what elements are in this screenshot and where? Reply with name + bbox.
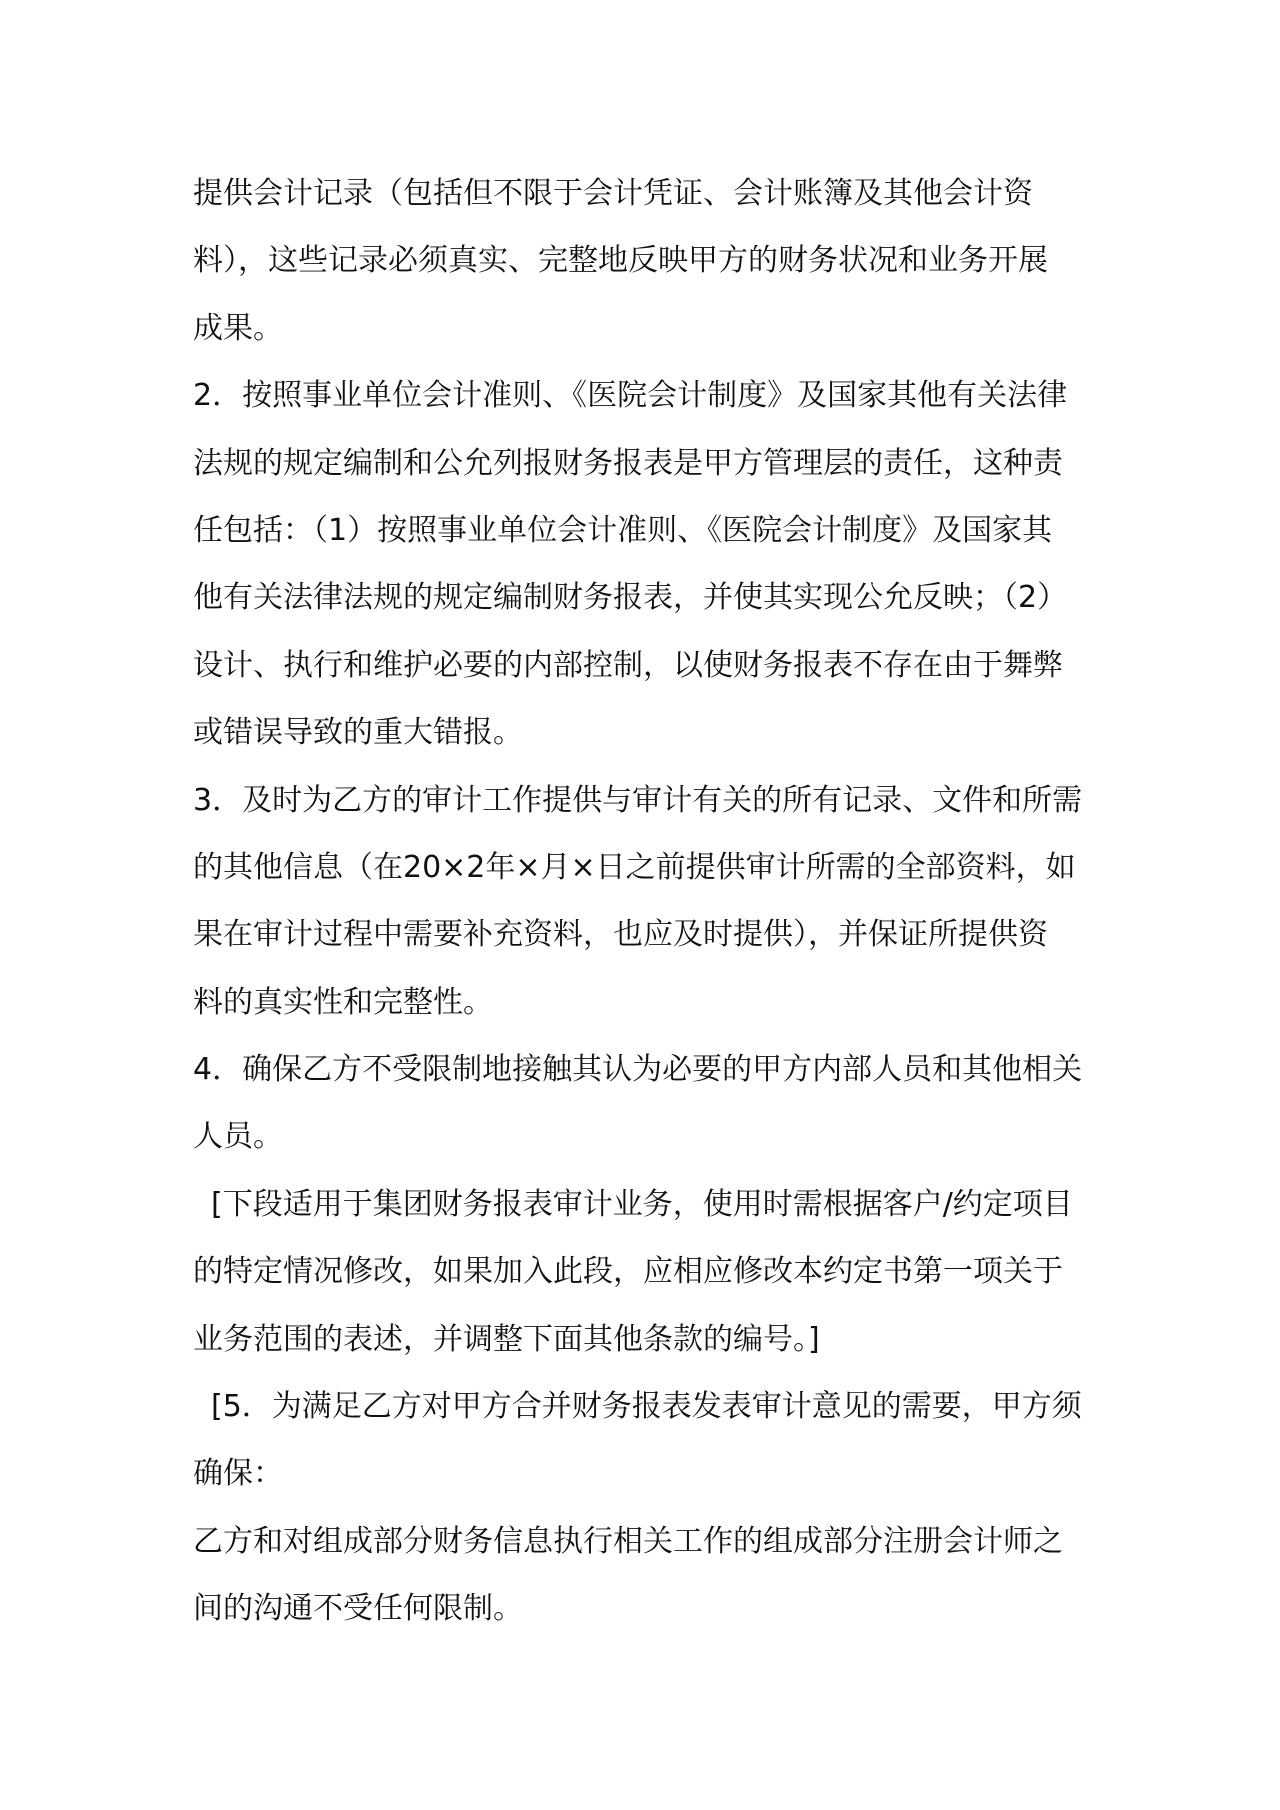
text-line: [5．为满足乙方对甲方合并财务报表发表审计意见的需要，甲方须	[211, 1389, 1082, 1425]
text-line: 他有关法律法规的规定编制财务报表，并使其实现公允反映；（2）	[193, 580, 1068, 616]
document-body	[193, 160, 1113, 1643]
text-line: 业务范围的表述，并调整下面其他条款的编号。]	[193, 1321, 820, 1357]
text-line: 料），这些记录必须真实、完整地反映甲方的财务状况和业务开展	[193, 243, 1048, 279]
text-line: 果在审计过程中需要补充资料，也应及时提供），并保证所提供资	[193, 917, 1048, 953]
text-line: 的特定情况修改，如果加入此段，应相应修改本约定书第一项关于	[193, 1254, 1063, 1290]
text-line: 料的真实性和完整性。	[193, 984, 493, 1020]
text-line: 间的沟通不受任何限制。	[193, 1591, 523, 1627]
text-line: 2．按照事业单位会计准则、《医院会计制度》及国家其他有关法律	[193, 378, 1068, 414]
text-line: 提供会计记录（包括但不限于会计凭证、会计账簿及其他会计资	[193, 176, 1033, 211]
text-line: 设计、执行和维护必要的内部控制，以使财务报表不存在由于舞弊	[193, 647, 1063, 683]
text-line: 任包括：（1）按照事业单位会计准则、《医院会计制度》及国家其	[193, 512, 1053, 548]
text-line: 人员。	[193, 1119, 283, 1155]
text-line: 的其他信息（在20×2年×月×日之前提供审计所需的全部资料，如	[193, 849, 1076, 885]
text-line: 3．及时为乙方的审计工作提供与审计有关的所有记录、文件和所需	[193, 782, 1083, 818]
text-line: 乙方和对组成部分财务信息执行相关工作的组成部分注册会计师之	[193, 1523, 1063, 1559]
text-line: 或错误导致的重大错报。	[193, 715, 523, 751]
text-line: [下段适用于集团财务报表审计业务，使用时需根据客户/约定项目	[211, 1186, 1073, 1222]
text-line: 成果。	[193, 310, 283, 346]
text-line: 4．确保乙方不受限制地接触其认为必要的甲方内部人员和其他相关	[193, 1052, 1083, 1088]
text-line: 法规的规定编制和公允列报财务报表是甲方管理层的责任，这种责	[193, 445, 1063, 481]
text-line: 确保：	[193, 1456, 283, 1492]
